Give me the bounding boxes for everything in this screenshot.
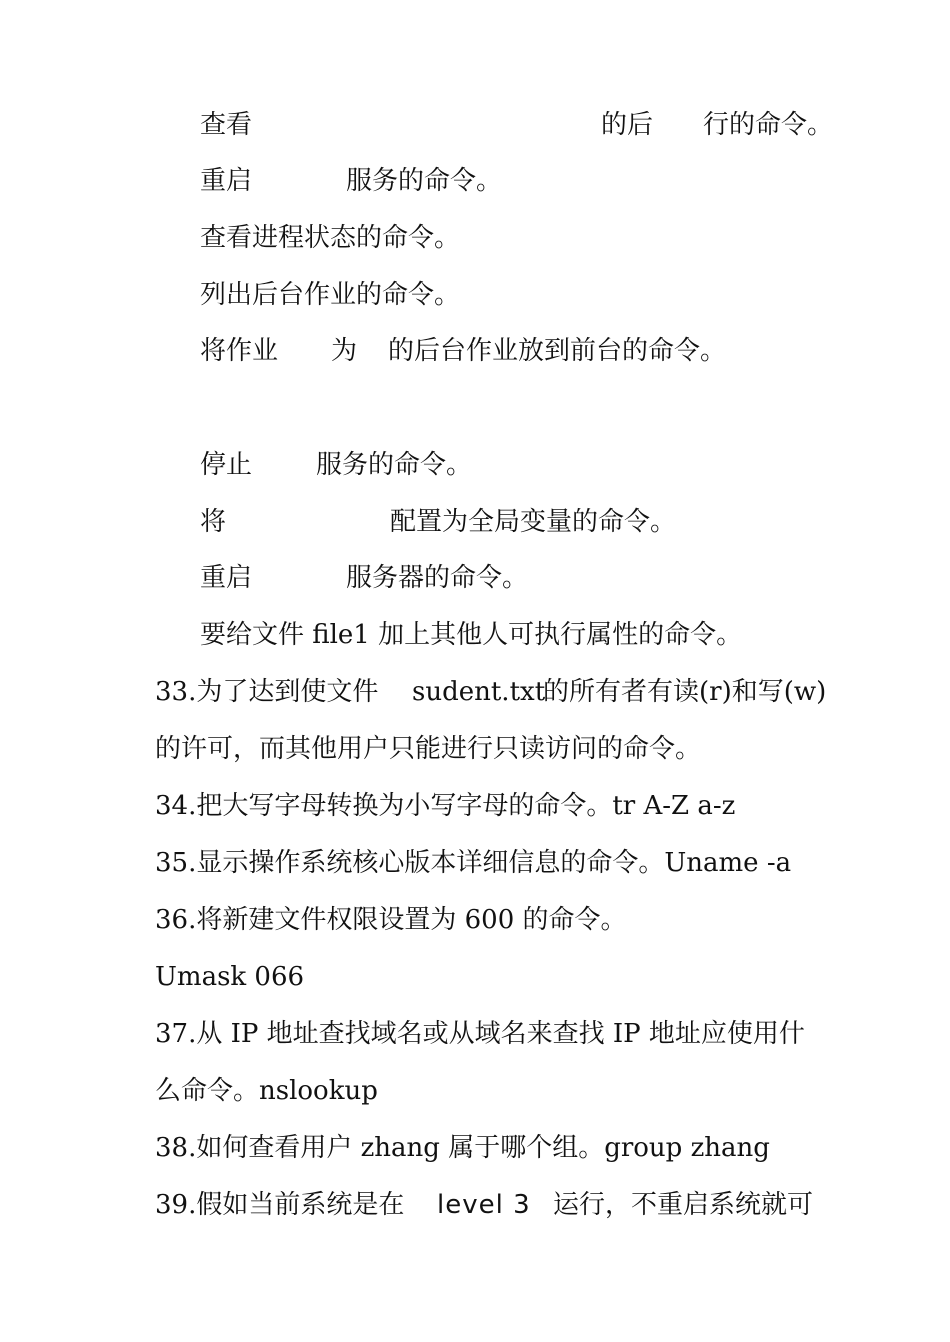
text-segment: 要给文件 file1 加上其他人可执行属性的命令。 [200,620,743,650]
text-segment: Umask 066 [155,962,305,992]
text-segment: 将作业 [200,336,279,366]
text-segment: 39.假如当前系统是在 [155,1190,405,1220]
text-segment: 为 [331,336,358,366]
text-segment: 查看进程状态的命令。 [200,223,461,253]
text-segment: 34.把大写字母转换为小写字母的命令。tr A-Z a-z [155,791,736,821]
text-segment: 35.显示操作系统核心版本详细信息的命令。Uname -a [155,848,792,878]
text-segment: 36.将新建文件权限设置为 600 的命令。 [155,905,627,935]
text-segment: 的许可，而其他用户只能进行只读访问的命令。 [155,734,702,764]
text-segment: 将 [200,507,227,537]
text-segment: 38.如何查看用户 zhang 属于哪个组。group zhang [155,1133,770,1163]
text-segment: 配置为全局变量的命令。 [390,507,677,537]
text-segment: 服务的命令。 [346,166,503,196]
text-segment: 重启 [200,563,253,593]
text-segment: 37.从 IP 地址查找域名或从域名来查找 IP 地址应使用什 [155,1019,805,1049]
text-segment: 重启 [200,166,253,196]
text-segment: 的后台作业放到前台的命令。 [388,336,727,366]
text-segment: 服务的命令。 [316,450,473,480]
text-segment: 列出后台作业的命令。 [200,280,461,310]
text-segment: 查看 [200,110,253,140]
text-segment: 的后 [601,110,654,140]
text-segment: 的所有者有读(r)和写(w) [543,677,827,707]
text-segment: 运行，不重启系统就可 [553,1190,814,1220]
text-segment: 服务器的命令。 [346,563,529,593]
text-segment: 停止 [200,450,253,480]
text-segment: sudent.txt [412,677,546,707]
text-segment: level 3 [437,1190,531,1220]
text-segment: 么命令。nslookup [155,1076,378,1106]
text-segment: 33.为了达到使文件 [155,677,379,707]
text-segment: 行的命令。 [703,110,834,140]
